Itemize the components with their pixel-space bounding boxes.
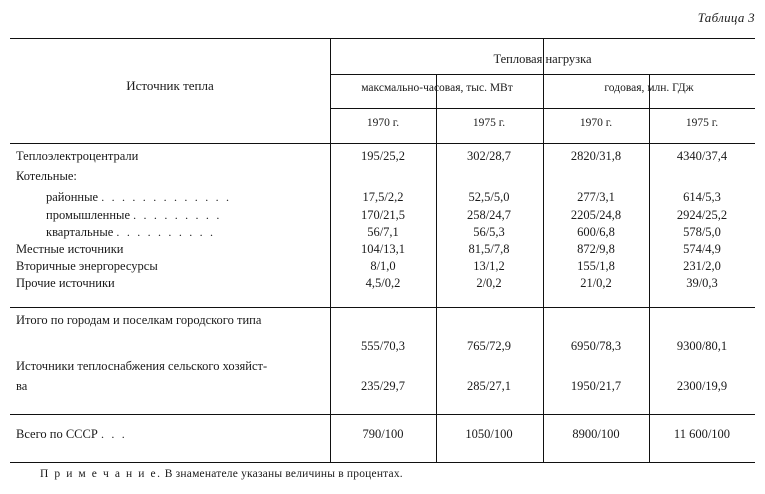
column-header-year-4: 1975 г. [685,117,719,129]
leader-dots: . . . . . . . . . . [116,225,216,239]
table-row [0,293,765,339]
row-cell: 765/72,9 [466,339,512,353]
row-cell: 9300/80,1 [676,339,728,353]
table-row [0,225,765,242]
leader-dots: . . . [100,427,127,441]
column-header-annual: годовая, млн. ГДж [604,82,694,94]
table-row [0,208,765,225]
table-row [0,186,765,208]
row-cell: 1950/21,7 [570,379,622,393]
row-cell: 39/0,3 [686,276,718,290]
table-note [40,468,403,480]
row-label: Вторичные энергоресурсы [16,259,158,273]
row-cell: 258/24,7 [466,208,512,222]
row-cell: 52,5/5,0 [468,190,510,204]
note-prefix: П р и м е ч а н и е. [40,468,162,480]
row-cell: 21/0,2 [580,276,612,290]
table-row [0,143,765,169]
row-cell: 155/1,8 [577,259,615,273]
row-cell: 285/27,1 [466,379,512,393]
row-cell: 302/28,7 [466,149,512,163]
row-cell: 56/5,3 [473,225,505,239]
row-cell: 790/100 [362,427,404,441]
column-header-year-3: 1970 г. [579,117,613,129]
row-label [46,225,215,240]
row-cell: 578/5,0 [683,225,721,239]
row-cell: 231/2,0 [683,259,721,273]
row-label-text: Всего по СССР [16,427,98,441]
row-cell: 872/9,8 [577,242,615,256]
row-cell: 574/4,9 [683,242,721,256]
leader-dots: . . . . . . . . . [133,208,222,222]
row-cell: 2/0,2 [476,276,502,290]
row-label: Котельные: [16,169,77,183]
row-label [46,190,231,205]
table-body [0,143,765,457]
row-cell: 195/25,2 [360,149,406,163]
row-label-text: квартальные [46,225,114,239]
row-cell: 8900/100 [572,427,620,441]
table-caption: Таблица 3 [697,10,755,25]
row-cell: 17,5/2,2 [362,190,404,204]
rule-bottom [10,462,755,463]
row-cell: 8/1,0 [370,259,396,273]
row-cell: 2820/31,8 [570,149,622,163]
table-row [0,259,765,276]
row-label: Итого по городам и поселкам городского типа [16,313,262,327]
table-row [0,379,765,401]
row-cell: 6950/78,3 [570,339,622,353]
row-cell: 4340/37,4 [676,149,728,163]
row-label: Местные источники [16,242,124,256]
column-header-year-1: 1970 г. [366,117,400,129]
row-cell: 81,5/7,8 [468,242,510,256]
row-cell: 235/29,7 [360,379,406,393]
row-cell: 104/13,1 [360,242,406,256]
row-cell: 277/3,1 [577,190,615,204]
row-label [16,427,127,442]
column-header-load-group: Тепловая нагрузка [493,52,592,66]
row-cell: 11 600/100 [673,427,731,441]
table-row [0,242,765,259]
row-cell: 56/7,1 [367,225,399,239]
row-cell: 2205/24,8 [570,208,622,222]
table-row-total [0,401,765,457]
table-row [0,359,765,379]
column-header-year-2: 1975 г. [472,117,506,129]
row-label: Теплоэлектроцентрали [16,149,139,163]
rule-top [10,38,755,39]
row-cell: 13/1,2 [473,259,505,273]
row-cell: 4,5/0,2 [365,276,401,290]
table-row [0,339,765,359]
table-row [0,276,765,293]
row-label: Источники теплоснабжения сельского хозяйст- [16,359,268,373]
column-header-max-hourly: максмально-часовая, тыс. МВт [361,82,513,94]
leader-dots: . . . . . . . . . . . . . [101,190,232,204]
row-cell: 600/6,8 [577,225,615,239]
row-label [46,208,222,223]
row-label: ва [16,379,28,393]
table-row [0,169,765,186]
row-label: Прочие источники [16,276,115,290]
column-header-source: Источник тепла [126,78,214,93]
row-cell: 614/5,3 [683,190,721,204]
row-cell: 2924/25,2 [676,208,728,222]
row-label-text: районные [46,190,99,204]
row-cell: 555/70,3 [360,339,406,353]
row-label-text: промышленные [46,208,130,222]
note-text: В знаменателе указаны величины в процентах. [164,468,403,480]
row-cell: 1050/100 [465,427,513,441]
row-cell: 2300/19,9 [676,379,728,393]
row-cell: 170/21,5 [360,208,406,222]
